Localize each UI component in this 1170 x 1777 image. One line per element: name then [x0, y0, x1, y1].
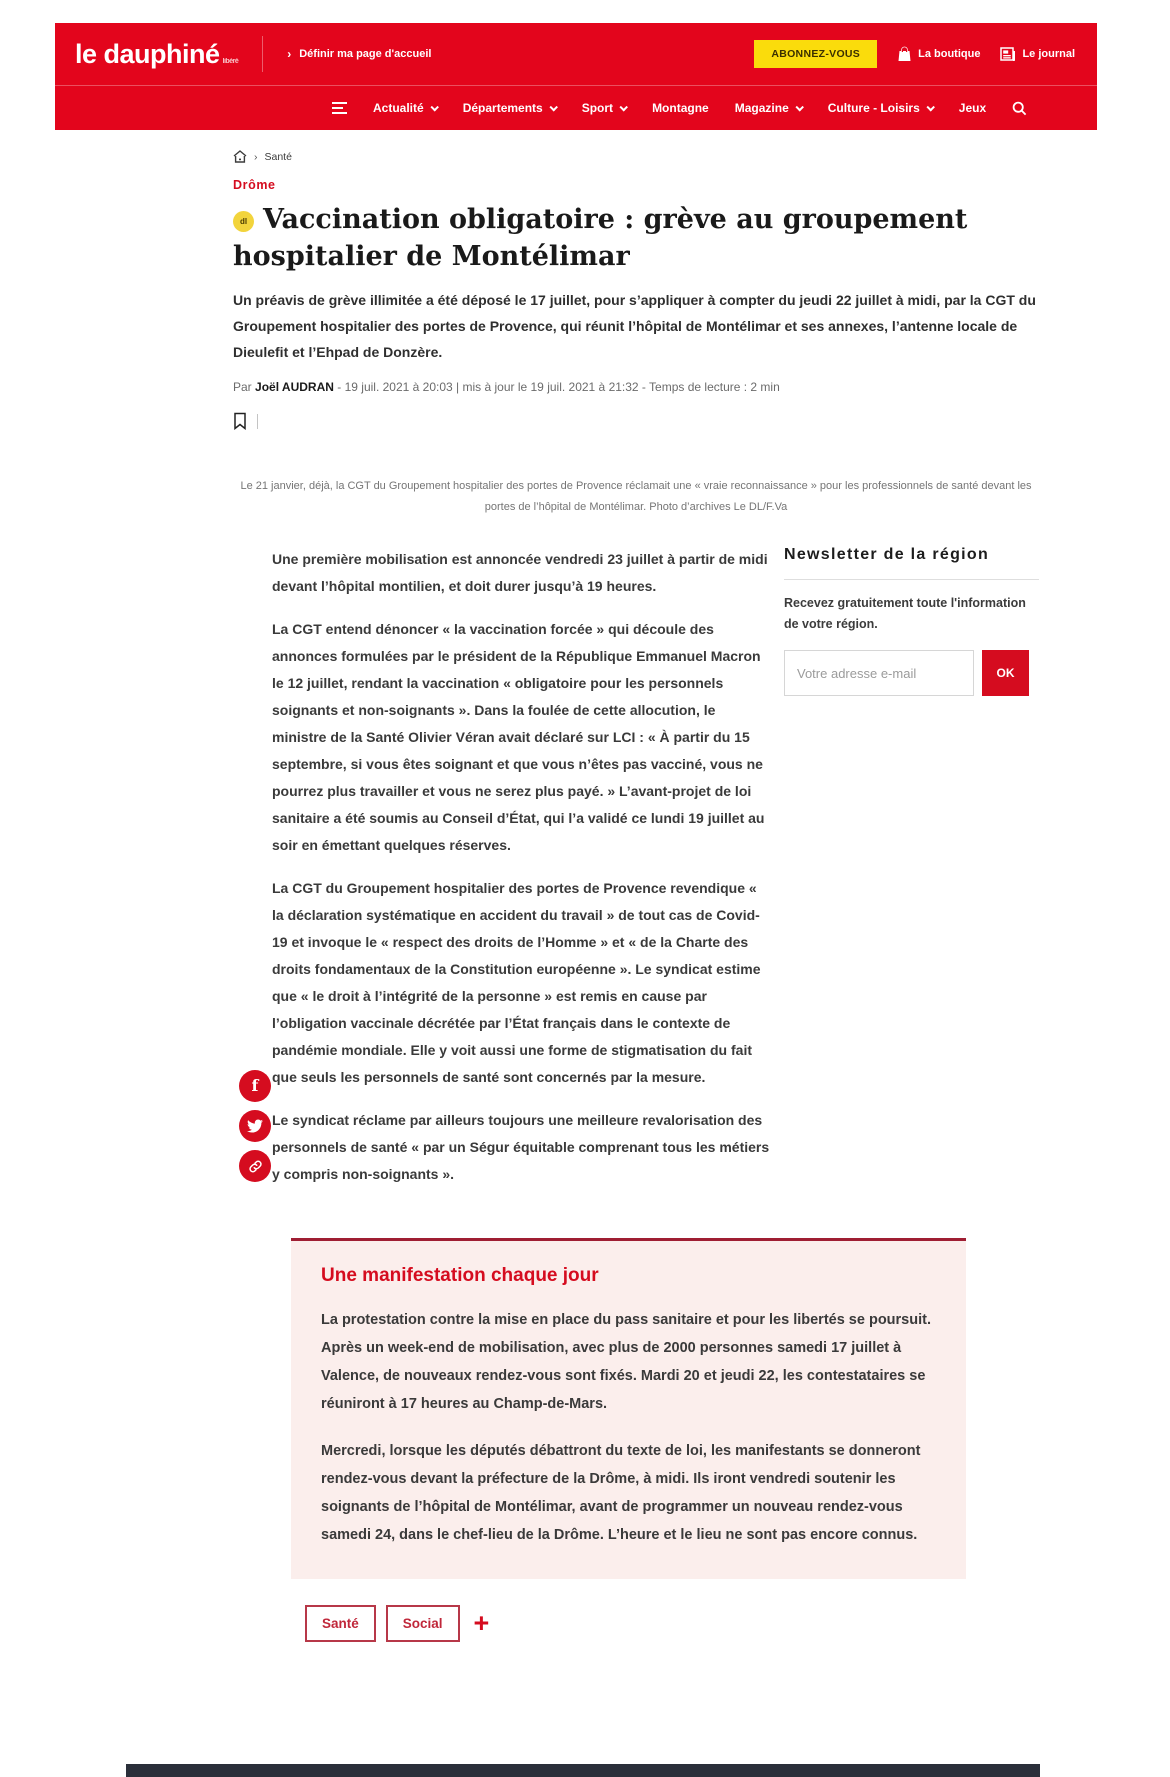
tags-row [305, 1605, 1097, 1642]
article-body [272, 546, 772, 1204]
chevron-down-icon [620, 103, 628, 111]
newsletter-divider [784, 579, 1039, 580]
newsletter-title: Newsletter de la région [784, 546, 990, 563]
highlight-box [291, 1238, 966, 1579]
facebook-icon[interactable]: f [239, 1070, 271, 1102]
article-area [55, 150, 1097, 1642]
breadcrumb-section[interactable]: Santé [264, 150, 292, 163]
article-paragraph: La CGT du Groupement hospitalier des portes de Provence revendique « la déclaration systématique en accident du travail » de tout cas de Covid-19 et invoque le « respect des droits de l’Homme » et « de la Charte des droits fondamentaux de la Constitution européenne ». Le syndicat estime que « le droit à l’intégrité de la personne » est remis en cause par l’obligation vaccinale décrétée par l’État français dans le contexte de pandémie mondiale. Elle y voit aussi une forme de stigmatisation du fait que seuls les personnels de santé sont concernés par la mesure. [272, 880, 761, 1085]
newsletter-form [784, 650, 1039, 696]
content-columns [233, 546, 1039, 1204]
newsletter-email-input[interactable] [784, 650, 974, 696]
article-paragraph: Le syndicat réclame par ailleurs toujours une meilleure revalorisation des personnels de santé « par un Ségur équitable comprenant tous les métiers y compris non-soignants ». [272, 1112, 770, 1182]
header-actions [754, 40, 1075, 68]
plus-icon[interactable]: + [473, 1608, 490, 1638]
newsletter-description: Recevez gratuitement toute l'information de votre région. [784, 596, 1026, 631]
chevron-down-icon [926, 103, 934, 111]
nav-item-departements[interactable]: Départements [463, 101, 556, 115]
search-icon[interactable] [1012, 101, 1027, 116]
article-byline [233, 380, 1097, 394]
subscribe-button[interactable]: ABONNEZ-VOUS [754, 40, 877, 68]
breadcrumb-separator: › [254, 150, 258, 163]
set-homepage-link[interactable] [262, 36, 431, 72]
header-top-row [55, 23, 1097, 85]
journal-label: Le journal [1022, 48, 1075, 60]
highlight-box-paragraph: La protestation contre la mise en place du pass sanitaire et pour les libertés se poursuit. Après un week-end de mobilisation, avec plus de 2000 personnes samedi 17 juillet à Valence, de nouveaux rendez-vous sont fixés. Mardi 20 et jeudi 22, les contestataires se réuniront à 17 heures au Champ-de-Mars. [321, 1312, 931, 1412]
site-logo-text: le dauphiné [75, 38, 220, 69]
menu-icon[interactable] [332, 102, 347, 114]
newsletter-submit-button[interactable]: OK [982, 650, 1029, 696]
photo-caption: Le 21 janvier, déjà, la CGT du Groupement hospitalier des portes de Provence réclamait une « vraie reconnaissance » pour les professionnels de santé devant les portes de l’hôpital de Montélimar. Photo d’archives Le DL/F.Va [240, 480, 1032, 513]
article-title [233, 201, 1033, 275]
site-logo-suffix: libéré [222, 57, 239, 65]
link-icon[interactable] [239, 1150, 271, 1182]
newsletter-widget [784, 546, 1039, 1204]
bookmark-icon[interactable] [233, 412, 247, 430]
journal-link[interactable] [1000, 47, 1075, 61]
site-logo[interactable] [75, 39, 238, 70]
article-title-text: Vaccination obligatoire : grève au groupement hospitalier de Montélimar [233, 204, 968, 272]
chevron-down-icon [549, 103, 557, 111]
chevron-right-icon: › [287, 47, 292, 61]
breadcrumb [233, 150, 1097, 163]
nav-item-sport[interactable]: Sport [582, 101, 626, 115]
boutique-label: La boutique [918, 48, 981, 60]
site-header [55, 23, 1097, 130]
byline-author[interactable]: Joël AUDRAN [255, 380, 334, 394]
chevron-down-icon [795, 103, 803, 111]
shopping-bag-icon [897, 46, 912, 62]
nav-item-montagne[interactable]: Montagne [652, 101, 709, 115]
highlight-box-paragraph: Mercredi, lorsque les députés débattront du texte de loi, les manifestants se donneront rendez-vous devant la préfecture de la Drôme, à midi. Ils iront vendredi soutenir les soignants de l’hôpital de Montélimar, avant de programmer un nouveau rendez-vous samedi 24, dans le chef-lieu de la Drôme. L’heure et le lieu ne sont pas encore connus. [321, 1443, 921, 1543]
social-share-rail [239, 1070, 271, 1182]
twitter-icon[interactable] [239, 1110, 271, 1142]
set-homepage-label: Définir ma page d'accueil [299, 48, 432, 60]
article-paragraph: Une première mobilisation est annoncée vendredi 23 juillet à partir de midi devant l’hôpital montilien, et doit durer jusqu’à 19 heures. [272, 551, 768, 594]
tag-sante[interactable]: Santé [305, 1605, 376, 1642]
article-image-placeholder [233, 430, 1097, 476]
byline-prefix: Par [233, 380, 252, 394]
nav-item-magazine[interactable]: Magazine [735, 101, 802, 115]
footer-top-edge [126, 1764, 1040, 1777]
nav-item-jeux[interactable]: Jeux [958, 101, 987, 115]
home-icon[interactable] [233, 150, 247, 163]
nav-item-culture-loisirs[interactable]: Culture - Loisirs [828, 101, 933, 115]
article-lead: Un préavis de grève illimitée a été déposé le 17 juillet, pour s’appliquer à compter du jeudi 22 juillet à midi, par la CGT du Groupement hospitalier des portes de Provence, qui réunit l’hôpital de Montélimar et ses annexes, l’antenne locale de Dieulefit et l’Ehpad de Donzère. [233, 292, 1036, 360]
bookmark-divider [257, 414, 258, 429]
byline-meta: - 19 juil. 2021 à 20:03 | mis à jour le 19 juil. 2021 à 21:32 - Temps de lecture : 2 min [337, 380, 780, 394]
article-paragraph: La CGT entend dénoncer « la vaccination forcée » qui découle des annonces formulées par le président de la République Emmanuel Macron le 12 juillet, rendant la vaccination « obligatoire pour les personnels soignants et non-soignants ». Dans la foulée de cette allocution, le ministre de la Santé Olivier Véran avait déclaré sur LCI : « À partir du 15 septembre, si vous êtes soignant et que vous n’êtes pas vacciné, vous ne pourrez plus travailler et vous ne serez plus payé. » L’avant-projet de loi sanitaire a été soumis au Conseil d’État, qui l’a validé ce lundi 19 juillet au soir en émettant quelques réserves. [272, 621, 765, 853]
newspaper-icon [1000, 47, 1016, 61]
content-container [55, 23, 1097, 1642]
tag-social[interactable]: Social [386, 1605, 460, 1642]
highlight-box-title: Une manifestation chaque jour [321, 1265, 599, 1286]
nav-item-actualite[interactable]: Actualité [373, 101, 437, 115]
boutique-link[interactable] [897, 46, 980, 62]
article-kicker[interactable]: Drôme [233, 178, 276, 192]
bookmark-row [233, 412, 1097, 430]
chevron-down-icon [430, 103, 438, 111]
main-nav [55, 86, 1097, 130]
dl-badge: dl [233, 211, 254, 232]
